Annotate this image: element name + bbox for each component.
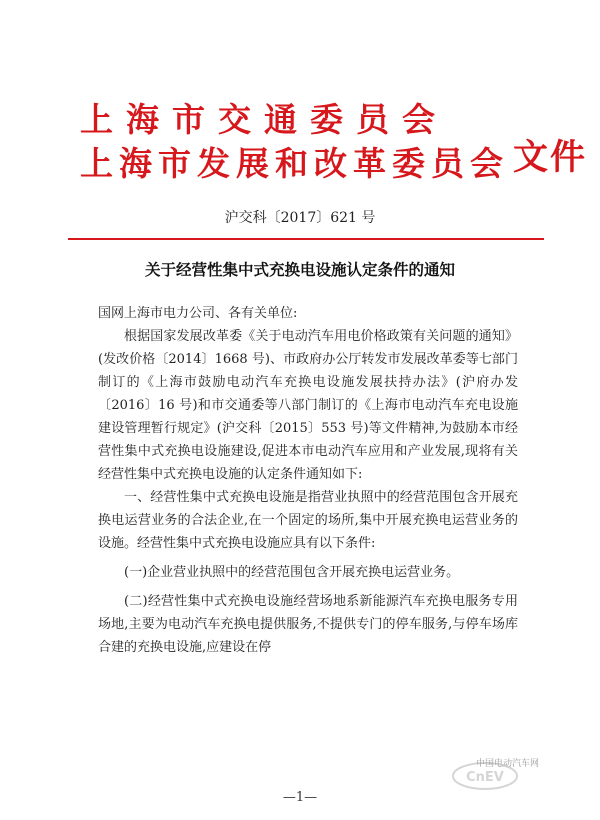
paragraph-1: 根据国家发展改革委《关于电动汽车用电价格政策有关问题的通知》(发改价格〔2014〕1668 号)、市政府办公厅转发市发展改革委等七部门制订的《上海市鼓励电动汽车充换电设施发展扶持办法》(沪府办发〔2016〕16 号)和市交通委等八部门制订的《上海市电动汽车充电设施建设管理暂行规定》(沪交科〔2015〕553 号)等文件精神,为鼓励本市经营性集中式充换电设施建设,促进本市电动汽车应用和产业发展,现将有关经营性集中式充换电设施的认定条件通知如下: [98, 329, 518, 482]
item-2: (二)经营性集中式充换电设施经营场地系新能源汽车充换电服务专用场地,主要为电动汽车充换电提供服务,不提供专门的停车服务,与停车场库合建的充换电设施,应建设在停 [98, 594, 518, 655]
watermark-text: 中国电动汽车网 [476, 759, 540, 769]
issuer-line-1: 上海市交通委员会 [80, 100, 448, 139]
issuer-line-2: 上海市发展和改革委员会 [80, 144, 509, 183]
doc-type-label: 文件 [513, 137, 588, 178]
item-1: (一)企业营业执照中的经营范围包含开展充换电运营业务。 [124, 565, 460, 580]
svg-text:CnEV: CnEV [466, 770, 504, 785]
page-number: —1— [282, 790, 318, 805]
notice-title: 关于经营性集中式充换电设施认定条件的通知 [144, 260, 455, 279]
notice-body [98, 302, 518, 659]
issuer-block [80, 98, 510, 186]
document-number: 沪交科〔2017〕621 号 [224, 210, 376, 226]
paragraph-2: 一、经营性集中式充换电设施是指营业执照中的经营范围包含开展充换电运营业务的合法企业,在一个固定的场所,集中开展充换电运营业务的设施。经营性集中式充换电设施应具有以下条件: [98, 490, 518, 551]
salutation: 国网上海市电力公司、各有关单位: [98, 306, 298, 321]
red-divider [68, 238, 544, 240]
